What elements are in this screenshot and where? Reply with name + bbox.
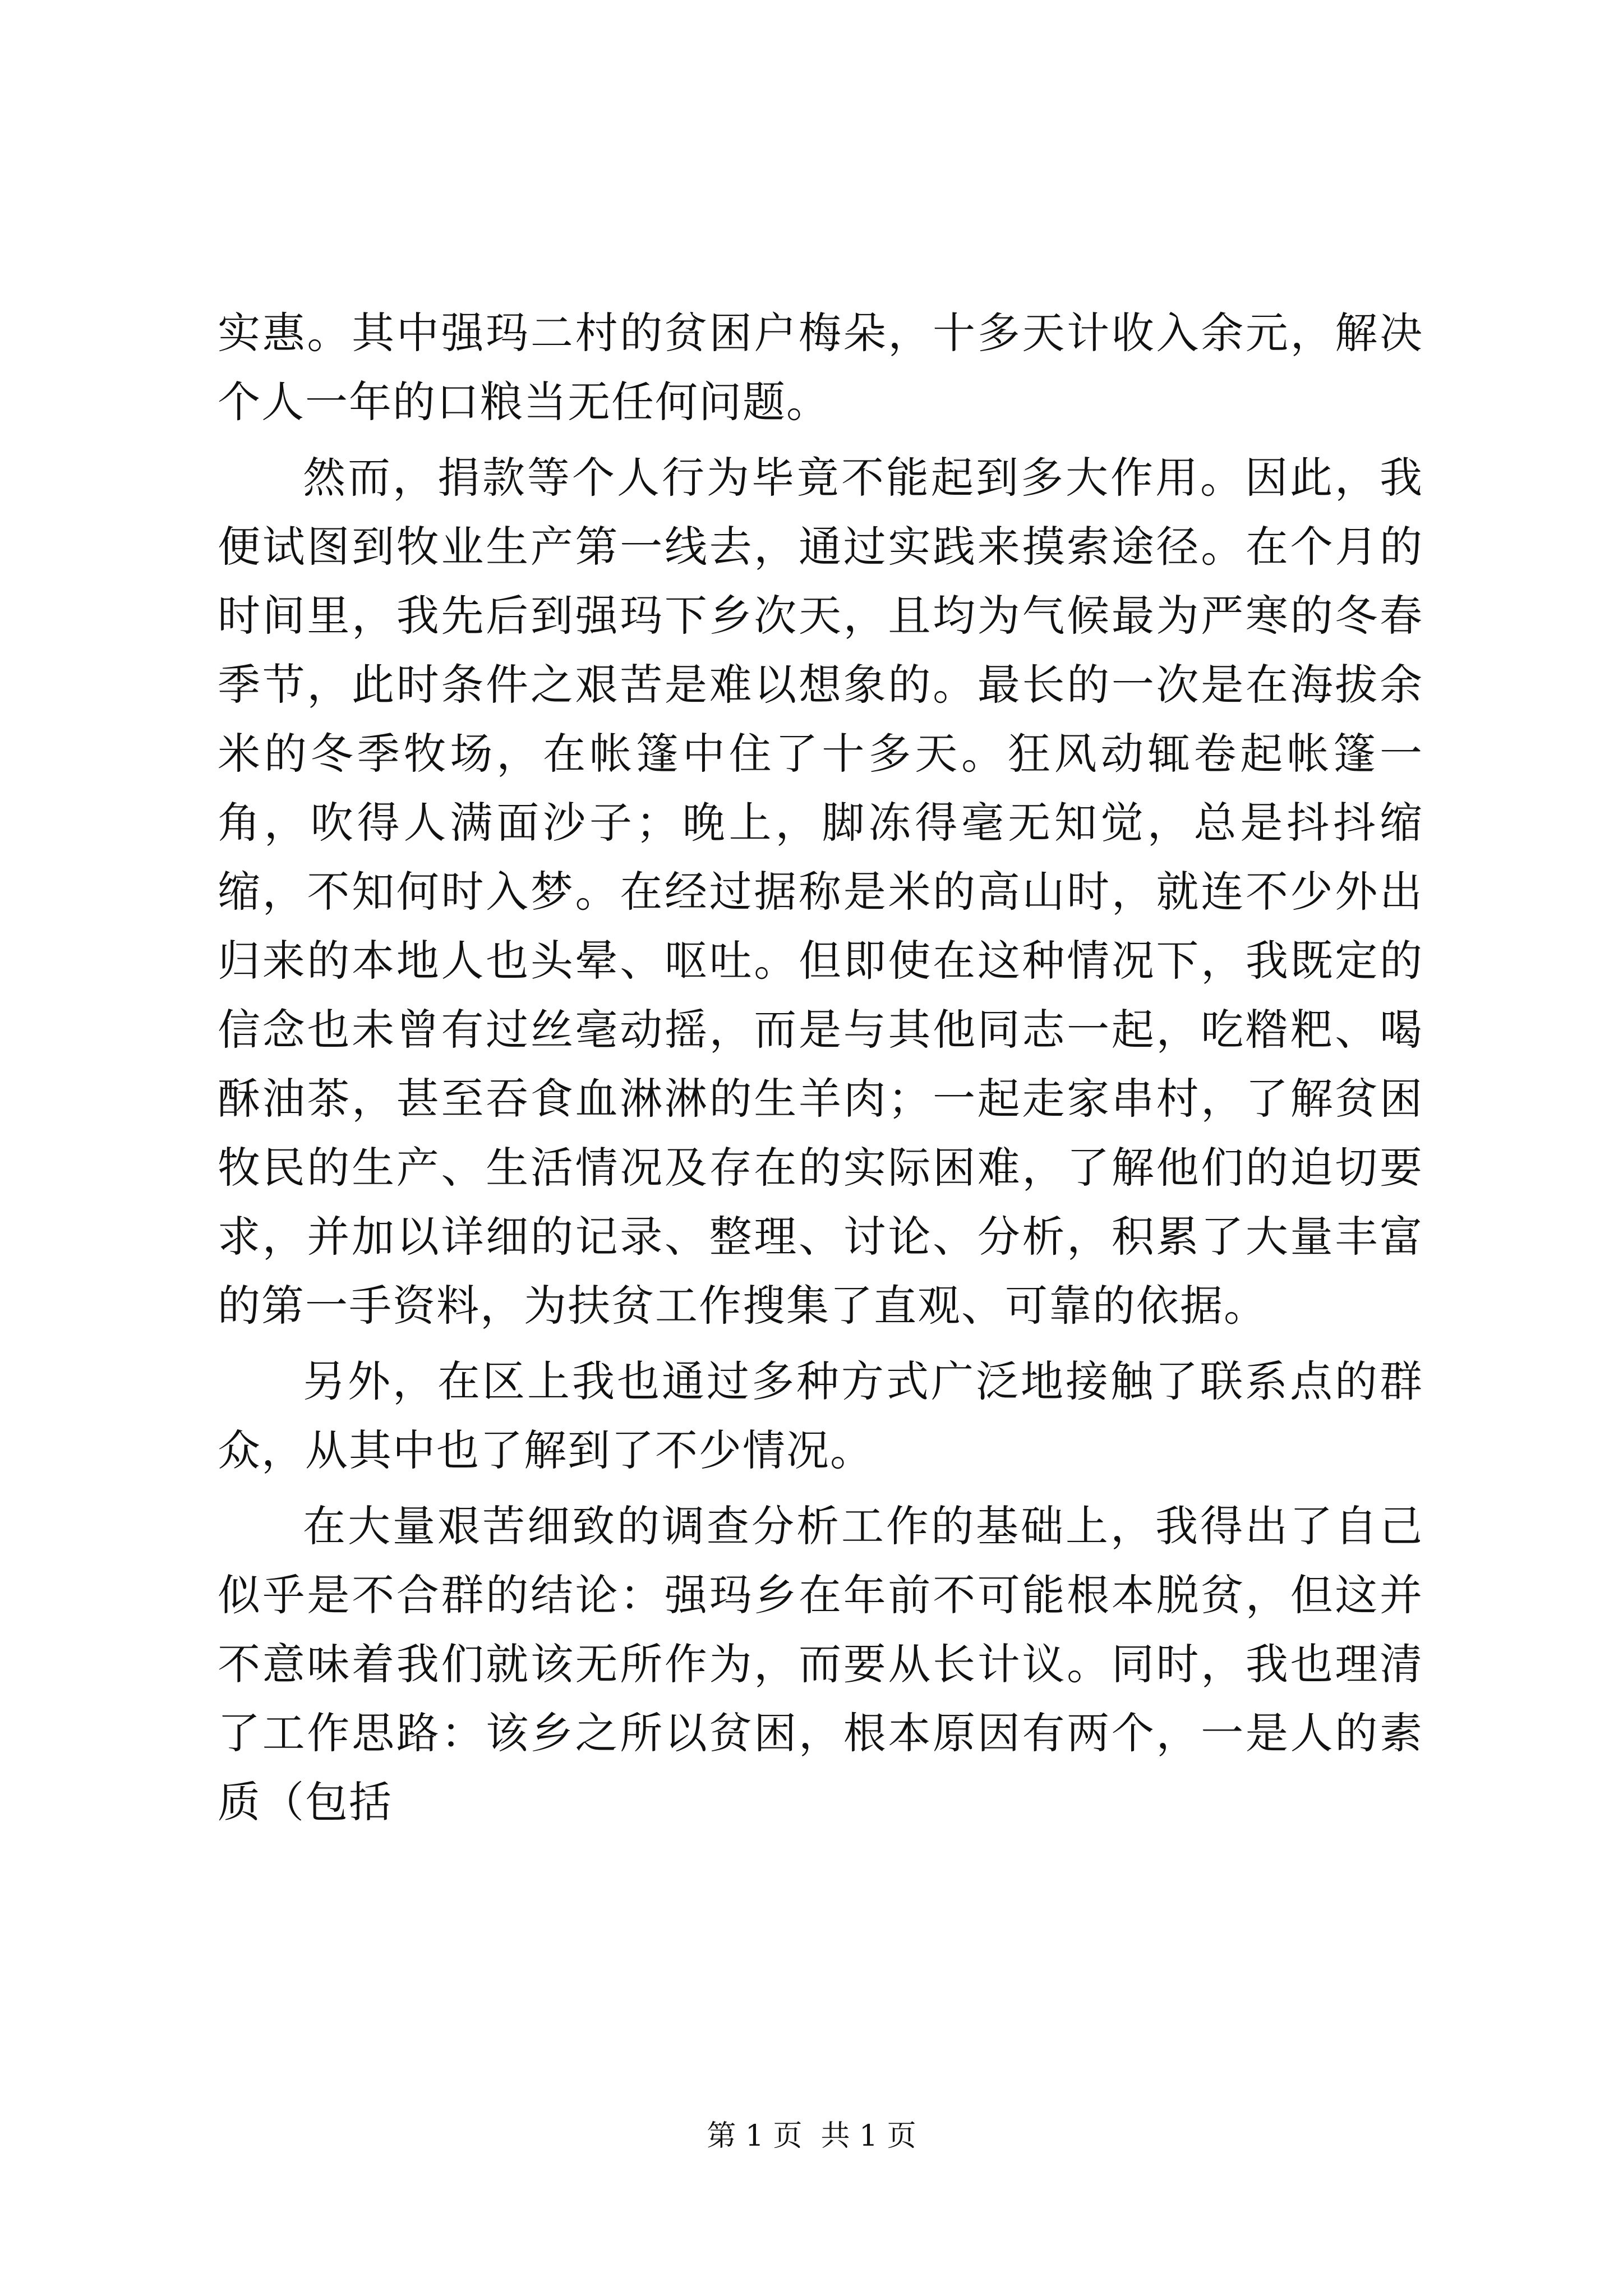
paragraph-3: 另外，在区上我也通过多种方式广泛地接触了联系点的群众，从其中也了解到了不少情况。 <box>218 1356 1423 1475</box>
page-footer: 第 1 页 共 1 页 <box>707 2119 916 2153</box>
paragraph-2: 然而，捐款等个人行为毕竟不能起到多大作用。因此，我便试图到牧业生产第一线去，通过实践来摸索途径。在个月的时间里，我先后到强玛下乡次天，且均为气候最为严寒的冬春季节，此时条件之艰苦是难以想象的。最长的一次是在海拔余米的冬季牧场，在帐篷中住了十多天。狂风动辄卷起帐篷一角，吹得人满面沙子；晚上，脚冻得毫无知觉，总是抖抖缩缩，不知何时入梦。在经过据称是米的高山时，就连不少外出归来的本地人也头晕、呕吐。但即使在这种情况下，我既定的信念也未曾有过丝毫动摇，而是与其他同志一起，吃糌粑、喝酥油茶，甚至吞食血淋淋的生羊肉；一起走家串村，了解贫困牧民的生产、生活情况及存在的实际困难，了解他们的迫切要求，并加以详细的记录、整理、讨论、分析，积累了大量丰富的第一手资料，为扶贫工作搜集了直观、可靠的依据。 <box>218 453 1423 1331</box>
paragraph-1: 实惠。其中强玛二村的贫困户梅朵，十多天计收入余元，解决个人一年的口粮当无任何问题。 <box>218 308 1423 427</box>
document-body <box>218 298 1423 1843</box>
paragraph-4: 在大量艰苦细致的调查分析工作的基础上，我得出了自己似乎是不合群的结论：强玛乡在年前不可能根本脱贫，但这并不意味着我们就该无所作为，而要从长计议。同时，我也理清了工作思路：该乡之所以贫困，根本原因有两个，一是人的素质（包括 <box>218 1501 1423 1827</box>
